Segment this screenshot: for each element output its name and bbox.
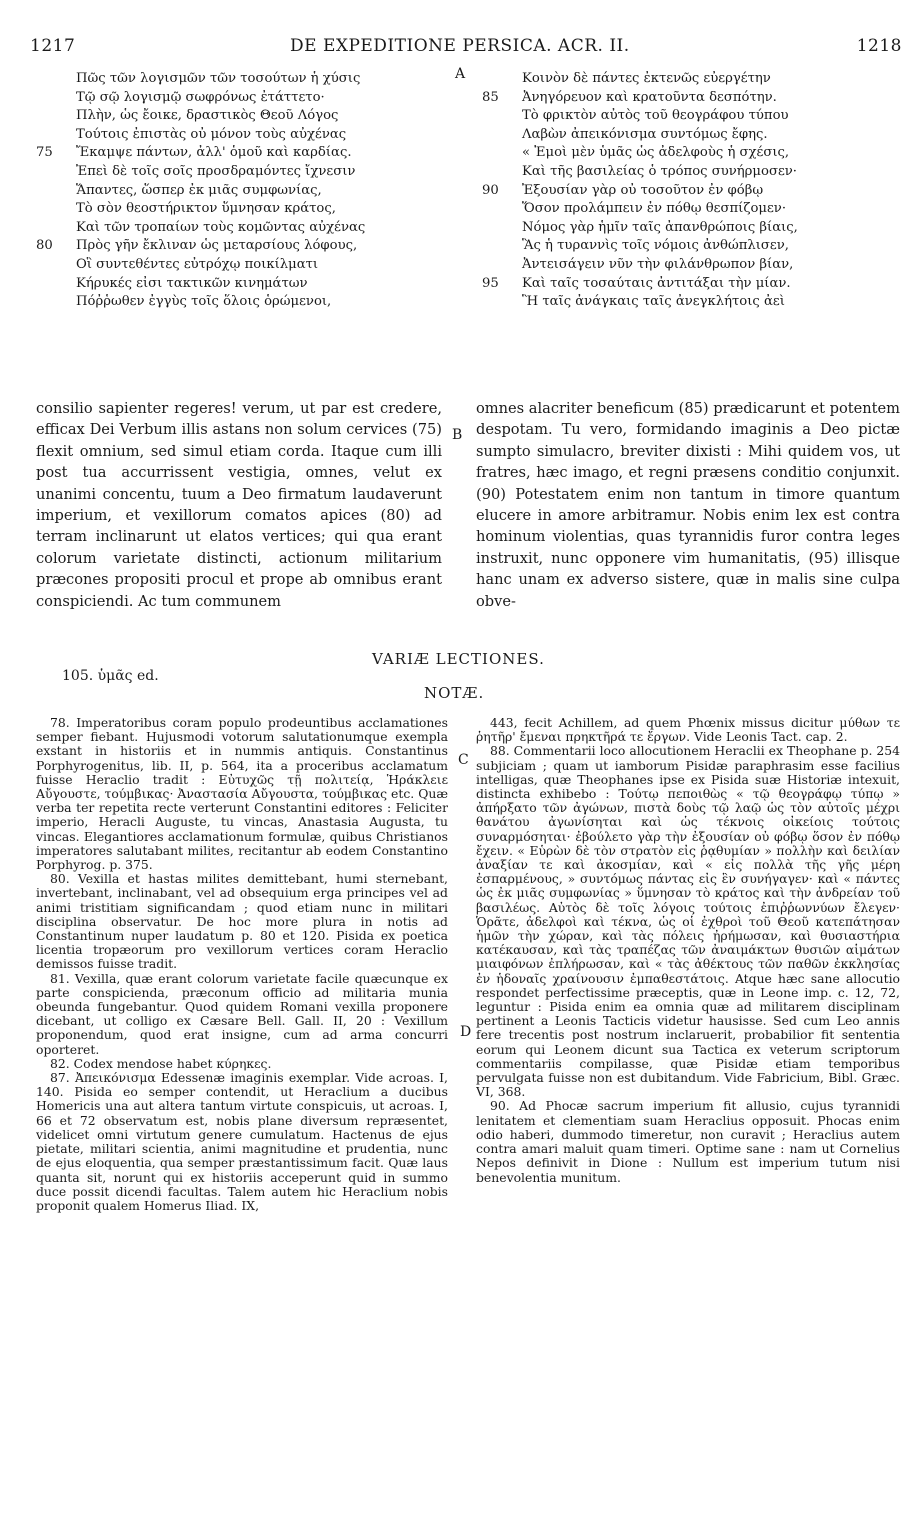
margin-mark-a: A: [455, 66, 466, 82]
notes-left-column: [36, 716, 448, 1526]
verse-line: [482, 219, 902, 238]
notes-right-column: [476, 716, 900, 1506]
margin-mark-b: B: [452, 427, 463, 443]
note-paragraph: 90. Ad Phocæ sacrum imperium fit allusio, cujus tyrannidi lenitatem et clementiam suam Heraclius opposuit. Phocas enim odio haberi, dummodo timeretur, non curavit ; Heraclius autem contra amari maluit quam timeri. Optime sane : nam ut Cornelius Nepos definivit in Dione : Nullum est imperium tutum nisi benevolentia munitum.: [476, 1098, 900, 1185]
margin-mark-c: C: [458, 752, 469, 768]
verse-text: Ὅσον προλάμπειν ἐν πόθῳ θεσπίζομεν·: [522, 201, 787, 217]
verse-text: Πῶς τῶν λογισμῶν τῶν τοσούτων ἡ χύσις: [76, 71, 361, 86]
note-paragraph: 81. Vexilla, quæ erant colorum varietate facile quæcunque ex parte conspicienda, præconum officio ad militaria munia obeunda fungebantur. Quod quidem Romani vexilla proponere dicebant, ut colligo ex Cæsare Bell. Gall. II, 20 : Vexillum proponendum, quod erat insigne, cum ad arma concurri oporteret.: [36, 970, 448, 1057]
line-number: 95: [482, 275, 499, 291]
verse-text: Καὶ τῆς βασιλείας ὁ τρόπος συνήρμοσεν·: [522, 163, 797, 179]
verse-line: [482, 275, 902, 294]
verse-line: [36, 219, 456, 238]
verse-text: Τῷ σῷ λογισμῷ σωφρόνως ἐτάττετο·: [76, 89, 325, 105]
line-number: 90: [482, 182, 499, 198]
note-paragraph: 87. Ἀπεικόνισμα Edessenæ imaginis exemplar. Vide acroas. I, 140. Pisida eo semper contendit, ut Heraclium a ducibus Homericis una aut altera tantum virtute conspicuis, ut acroas. I, 66 et 72 observatum est, nobis plane diversum repræsentet, videlicet omni virtutum genere cumulatum. Hactenus de ejus pietate, militari scientia, animi magnitudine et prudentia, nunc de ejus eloquentia, qua semper præstantissimum facit. Quæ laus quanta sit, norunt qui ex historiis acceperunt quid in summo duce possit dicendi facultas. Talem autem hic Heraclium nobis proponit qualem Homerus Iliad. IX,: [36, 1070, 448, 1213]
verse-line: [482, 163, 902, 182]
latin-translation-left: consilio sapienter regeres! verum, ut par est credere, efficax Dei Verbum illis astans non solum cervices (75) flexit omnium, sed simul etiam corda. Itaque cum illi post tua accurrissent vestigia, omnes, velut ex unanimi concentu, tuum a Deo firmatum laudaverunt imperium, et vexillorum comatos apices (80) ad terram inclinarunt ut elatos vertices; qui qua erant colorum varietate distincti, actionum militarium præcones propositi procul et prope ab omnibus erant conspiciendi. Ac tum communem: [36, 400, 442, 610]
verse-text: « Ἐμοὶ μὲν ὑμᾶς ὡς ἀδελφοὺς ἡ σχέσις,: [522, 145, 790, 161]
verse-line: [36, 70, 456, 89]
verse-text: Τούτοις ἐπιστὰς οὐ μόνον τοὺς αὐχένας: [76, 126, 347, 142]
verse-line: [36, 144, 456, 163]
note-paragraph: 82. Codex mendose habet κύρηκες.: [50, 1055, 272, 1071]
verse-line: [36, 200, 456, 219]
verse-line: [482, 89, 902, 108]
verse-line: [36, 293, 456, 312]
note-paragraph: 78. Imperatoribus coram populo prodeuntibus acclamationes semper fiebant. Hujusmodi votorum salutationumque exempla exstant in historiis et in nummis antiquis. Constantinus Porphyrogenitus, lib. II, p. 564, ita a proceribus acclamatum fuisse Heraclio tradit : Εὐτυχῶς τῇ πολιτείᾳ, Ἡράκλειε Αὔγουστε, τούμβικας· Ἀναστασία Αὔγουστα, τούμβικας etc. Quæ verba ter repetita recte verterunt Constantini editores : Feliciter imperio, Heracli Auguste, tu vincas, Anastasia Augusta, tu vincas. Elegantiores acclamationum formulæ, quibus Christianos imperatores salutabant milites, recitantur ab eodem Constantino Porphyrog. p. 375.: [36, 716, 448, 873]
right-column-number: 1218: [856, 36, 902, 56]
verse-line: [36, 182, 456, 201]
verse-line: [36, 89, 456, 108]
line-number: 75: [36, 145, 53, 161]
verse-text: Λαβὼν ἀπεικόνισμα συντόμως ἔφης.: [522, 126, 768, 142]
verse-text: Ἅπαντες, ὥσπερ ἐκ μιᾶς συμφωνίας,: [76, 182, 322, 198]
verse-line: [482, 293, 902, 312]
running-title: DE EXPEDITIONE PERSICA. ACR. II.: [290, 36, 630, 56]
verse-line: [36, 126, 456, 145]
verse-text: Κοινὸν δὲ πάντες ἐκτενῶς εὐεργέτην: [522, 71, 771, 86]
verse-text: Ἀνηγόρευον καὶ κρατοῦντα δεσπότην.: [522, 89, 777, 105]
verse-text: Ἔκαμψε πάντων, ἀλλ' ὁμοῦ καὶ καρδίας.: [76, 145, 352, 161]
verse-text: Τὸ φρικτὸν αὐτὸς τοῦ θεογράφου τύπου: [522, 108, 789, 124]
verse-line: [36, 107, 456, 126]
verse-line: [36, 237, 456, 256]
left-column-number: 1217: [30, 36, 76, 56]
verse-text: Ἣ ταῖς ἀνάγκαις ταῖς ἀνεγκλήτοις ἀεὶ: [522, 294, 785, 310]
verse-line: [482, 200, 902, 219]
verse-text: Πρὸς γῆν ἔκλιναν ὡς μεταρσίους λόφους,: [76, 238, 358, 254]
latin-translation-right: omnes alacriter beneficum (85) prædicarunt et potentem despotam. Tu vero, formidando imaginis a Deo pictæ sumpto simulacro, breviter dixisti : Mihi quidem vos, ut fratres, hæc imago, et regni præsens conditio conjunxit. (90) Potestatem enim non tantum in timore quantum elucere in amore arbitramur. Nobis enim lex est contra hominum violentias, quas tyrannidis furor contra leges instruxit, nunc opponere vim humanitatis, (95) illisque hanc unam ex adverso sistere, quæ in malis sine culpa obve-: [476, 400, 900, 610]
verse-text: Ἀντεισάγειν νῦν τὴν φιλάνθρωπον βίαν,: [522, 256, 794, 272]
verse-text: Κήρυκές εἰσι τακτικῶν κινημάτων: [76, 275, 308, 291]
greek-verse-right: [482, 70, 902, 312]
verse-text: Οἳ συντεθέντες εὐτρόχῳ ποικίλματι: [76, 256, 319, 272]
verse-line: [482, 70, 902, 89]
margin-mark-d: D: [460, 1024, 472, 1040]
verse-line: [482, 107, 902, 126]
verse-line: [482, 182, 902, 201]
verse-text: Πλὴν, ὡς ἔοικε, δραστικὸς Θεοῦ Λόγος: [76, 108, 339, 124]
verse-line: [482, 237, 902, 256]
verse-line: [36, 256, 456, 275]
verse-line: [482, 256, 902, 275]
note-paragraph: 88. Commentarii loco allocutionem Heraclii ex Theophane p. 254 subjiciam ; quam ut iamborum Pisidæ paraphrasim esse facilius intelligas, quæ Theophanes ipse ex Pisida suæ Historiæ intexuit, distincta exhibebo : Τούτῳ πεποιθὼς « τῷ θεογράφῳ τύπῳ » ἀπήρξατο τῶν ἀγώνων, πιστὰ δοὺς τῷ λαῷ ὡς τὸν αὐτοῖς μέχρι θανάτου ἀγωνίσηται καὶ ὡς τέκνοις οἰκείοις τούτοις συναρμόσηται· ἐβούλετο γὰρ τὴν ἐξουσίαν οὐ φόβῳ ὅσον ἐν πόθῳ ἔχειν. « Εὑρὼν δὲ τὸν στρατὸν εἰς ῥᾳθυμίαν » πολλὴν καὶ δειλίαν ἀναξίαν τε καὶ ἀκοσμίαν, καὶ « εἰς πολλὰ τῆς γῆς μέρη ἐσπαρμένους, » συντόμως πάντας εἰς ἓν συνήγαγεν· καὶ « πάντες ὡς ἐκ μιᾶς συμφωνίας » ὕμνησαν τὸ κράτος καὶ τὴν ἀνδρείαν τοῦ βασιλέως. Αὐτὸς δὲ τοῖς λόγοις τούτοις ἐπιῤῥωννύων ἔλεγεν· Ὁρᾶτε, ἀδελφοὶ καὶ τέκνα, ὡς οἱ ἐχθροὶ τοῦ Θεοῦ κατεπάτησαν ἡμῶν τὴν χώραν, καὶ τὰς πόλεις ἠρήμωσαν, καὶ θυσιαστήρια κατέκαυσαν, καὶ τὰς τραπέζας τῶν ἀναιμάκτων θυσιῶν αἱμάτων μιαιφόνων ἐπλήρωσαν, καὶ « τὰς ἀθέκτους τῶν παθῶν ἐκκλησίας ἐν ἡδοναῖς χραίνουσιν ἐμπαθεστάτοις. Atque hæc sane allocutio respondet perfectissime præceptis, quæ in Leone imp. c. 12, 72, leguntur : Pisida enim ea omnia quæ ad militarem disciplinam pertinent a Leonis Tacticis videtur hausisse. Sed cum Leo annis fere trecentis post nostrum inclaruerit, probabilior fit sententia eorum qui Leonem dicunt sua Tactica ex veterum scriptorum commentariis compilasse, quæ Pisidæ etiam temporibus pervulgata fuisse non est dubitandum. Vide Fabricium, Bibl. Græc. VI, 368.: [476, 743, 900, 1100]
notae-heading: NOTÆ.: [424, 684, 485, 702]
variant-reading: 105. ὑμᾶς ed.: [62, 668, 159, 684]
page-header: [30, 36, 902, 58]
verse-line: [36, 275, 456, 294]
verse-text: Καὶ ταῖς τοσαύταις ἀντιτάξαι τὴν μίαν.: [522, 275, 791, 291]
verse-line: [482, 126, 902, 145]
verse-text: Καὶ τῶν τροπαίων τοὺς κομῶντας αὐχένας: [76, 219, 366, 235]
verse-text: Ἐπεὶ δὲ τοῖς σοῖς προσδραμόντες ἴχνεσιν: [76, 163, 356, 179]
verse-text: Ἐξουσίαν γὰρ οὐ τοσοῦτον ἐν φόβῳ: [522, 182, 764, 198]
verse-text: Νόμος γὰρ ἡμῖν ταῖς ἀπανθρώποις βίαις,: [522, 219, 798, 235]
verse-line: [482, 144, 902, 163]
note-paragraph: 80. Vexilla et hastas milites demittebant, humi sternebant, invertebant, inclinabant, vel ad obsequium erga principes vel ad animi tristitiam significandam ; quod etiam nunc in militari disciplina observatur. De hoc more plura in notis ad Constantinum nuper laudatum p. 80 et 120. Pisida ex poetica licentia tropæorum pro vexillorum vertices coram Heraclio demissos fuisse tradit.: [36, 871, 448, 972]
verse-text: Ἃς ἡ τυραννὶς τοῖς νόμοις ἀνθώπλισεν,: [522, 238, 789, 254]
line-number: 85: [482, 89, 499, 105]
note-paragraph: 443, fecit Achillem, ad quem Phœnix missus dicitur μύθων τε ῥητῆρ' ἔμεναι πρηκτῆρά τε ἔργων. Vide Leonis Tact. cap. 2.: [476, 716, 900, 745]
verse-text: Τὸ σὸν θεοστήρικτον ὕμνησαν κράτος,: [76, 201, 336, 217]
line-number: 80: [36, 238, 53, 254]
variae-lectiones-heading: VARIÆ LECTIONES.: [372, 650, 545, 668]
verse-line: [36, 163, 456, 182]
verse-text: Πόῤῥωθεν ἐγγὺς τοῖς ὅλοις ὁρώμενοι,: [76, 294, 332, 310]
greek-verse-left: [36, 70, 456, 312]
